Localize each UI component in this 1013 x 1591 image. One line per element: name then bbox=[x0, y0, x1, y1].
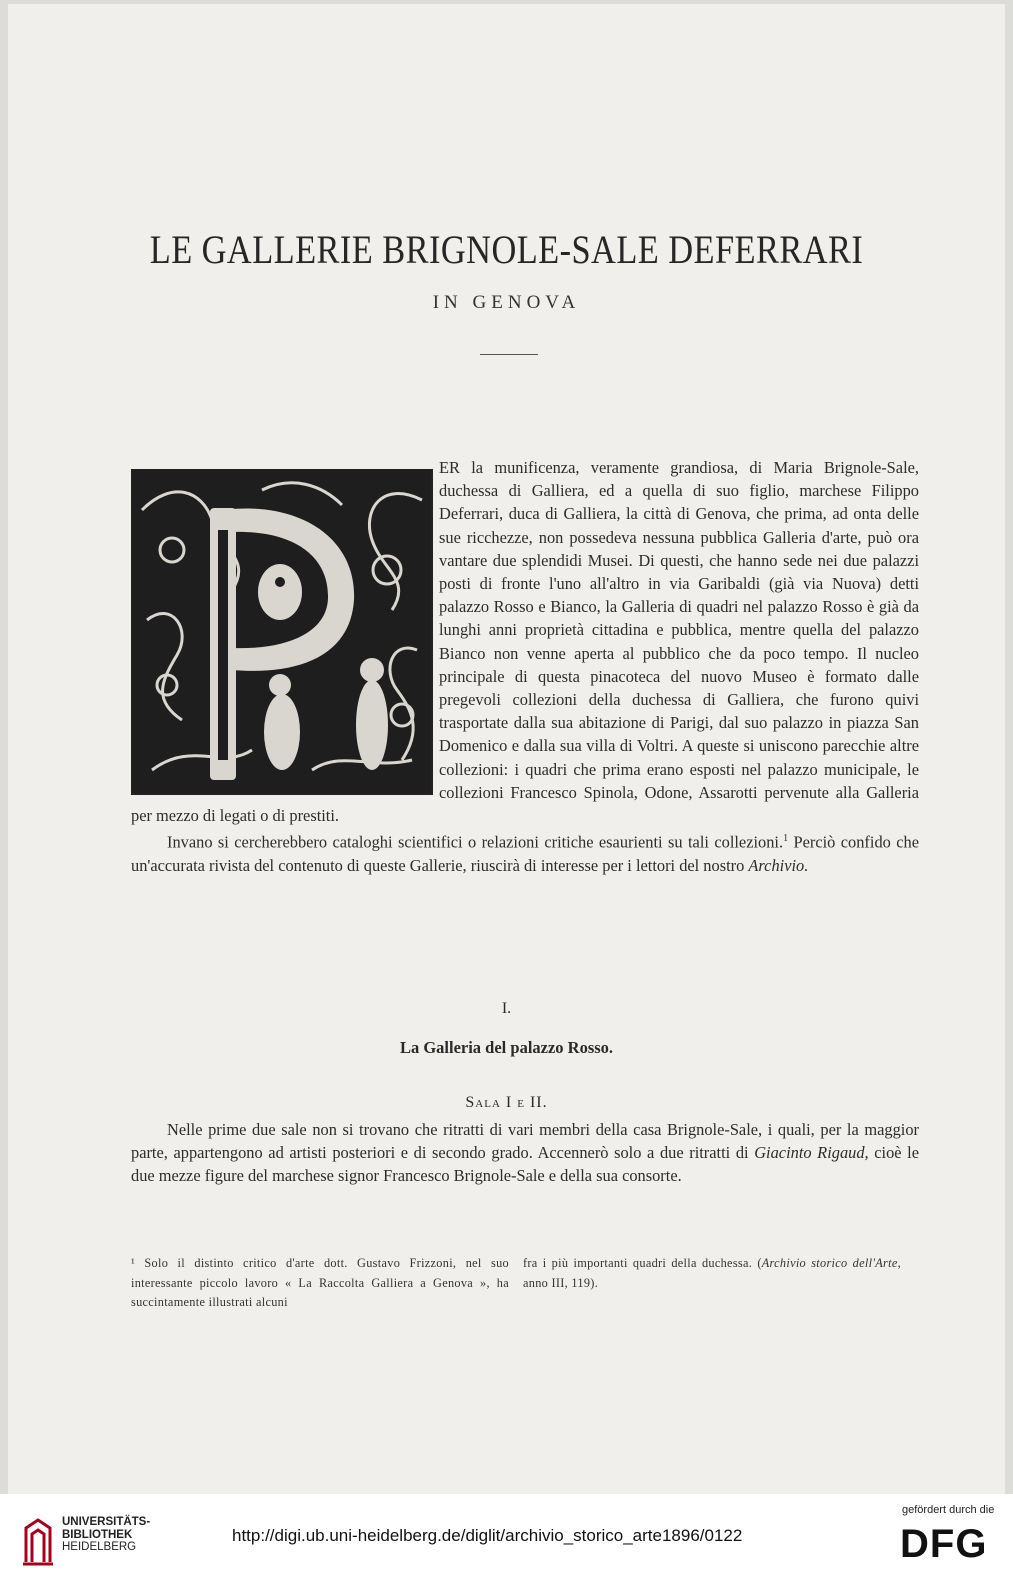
drop-cap-space bbox=[131, 456, 439, 782]
footnote-ref-1: 1 bbox=[783, 833, 789, 845]
lead-er: ER bbox=[439, 458, 460, 477]
article-subtitle: IN GENOVA bbox=[432, 292, 581, 313]
title-rule bbox=[480, 354, 538, 355]
footnote-left-text: ¹ Solo il distinto critico d'arte dott. Gustavo Frizzoni, nel suo interessante piccolo lavoro « La Raccolta Galliera a Genova », ha succintamente illustrati alcuni bbox=[131, 1256, 509, 1309]
sala-text bbox=[131, 1118, 919, 1188]
library-line-3: HEIDELBERG bbox=[62, 1541, 137, 1553]
dfg-logo: DFG bbox=[900, 1522, 988, 1566]
library-line-2: BIBLIOTHEK bbox=[62, 1528, 133, 1541]
section-number: I. bbox=[501, 1000, 512, 1017]
intro-p2 bbox=[131, 827, 919, 877]
intro-p2-a: Invano si cercherebbero cataloghi scientifici o relazioni critiche esaurienti su tali collezioni. bbox=[167, 832, 784, 852]
viewer-footer bbox=[0, 1494, 1013, 1591]
permalink-url[interactable]: http://digi.ub.uni-heidelberg.de/diglit/archivio_storico_arte1896/0122 bbox=[232, 1526, 743, 1545]
intro-paragraph bbox=[131, 456, 919, 877]
library-line-1: UNIVERSITÄTS- bbox=[62, 1516, 151, 1528]
article-title: LE GALLERIE BRIGNOLE-SALE DEFERRARI bbox=[149, 227, 864, 272]
sala-text-a: Nelle prime due sale non si trovano che ritratti di vari membri della casa Brignole-Sale, i quali, per la maggior parte, appartengono ad artisti posteriori e di secondo grado. Accennerò solo a due ritratti di bbox=[131, 1120, 919, 1163]
footnote-right bbox=[523, 1254, 901, 1293]
sala-heading: Sala I e II. bbox=[465, 1094, 548, 1111]
footnote-right-italic: Archivio storico dell'Arte, bbox=[761, 1256, 901, 1270]
sala-text-italic: Giacinto Rigaud, bbox=[754, 1143, 869, 1163]
footnote-left bbox=[131, 1254, 509, 1313]
university-library-logo-icon bbox=[22, 1518, 56, 1570]
library-name bbox=[62, 1516, 150, 1554]
intro-p1: la munificenza, veramente grandiosa, di Maria Brignole-Sale, duchessa di Galliera, ed a quella di suo figlio, marchese Filippo Deferrari, duca di Galliera, la città di Genova, che prima, ad onta delle sue ricchezze, non possedeva nessuna pubblica Galleria d'arte, può ora vantare due splendidi Musei. Di questi, che hanno sede nei due palazzi posti di fronte l'uno all'altro in via Garibaldi (già via Nuova) detti palazzo Rosso e Bianco, la Galleria di quadri nel palazzo Rosso è già da lunghi anni proprietà cittadina e pubblica, mentre quella del palazzo Bianco non venne aperta al pubblico che da poco tempo. Il nucleo principale di questa pinacoteca del nuovo Museo è formato dalle pregevoli collezioni della duchessa di Galliera, che furono quivi trasportate dalla sua abitazione di Parigi, dal suo palazzo in piazza San Domenico e dalla sua villa di Voltri. A queste si uniscono parecchie altre collezioni: i quadri che prima erano esposti nel palazzo municipale, le collezioni Francesco Spinola, Odone, Assarotti pervenute alla Galleria per mezzo di legati o di prestiti. bbox=[131, 458, 919, 826]
funding-note: gefördert durch die bbox=[902, 1504, 995, 1516]
footnote-right-a: fra i più importanti quadri della duchessa. ( bbox=[523, 1256, 762, 1270]
intro-p2-b: Perciò confido che un'accurata rivista del contenuto di queste Gallerie, riuscirà di interesse per i lettori del nostro bbox=[131, 832, 919, 875]
sala-text-b: cioè le due mezze figure del marchese signor Francesco Brignole-Sale e della sua consorte. bbox=[131, 1143, 920, 1186]
sala-paragraph bbox=[131, 1118, 919, 1188]
footnote-right-b: anno III, 119). bbox=[523, 1275, 599, 1290]
section-title: La Galleria del palazzo Rosso. bbox=[399, 1038, 614, 1057]
intro-p2-italic: Archivio. bbox=[748, 855, 809, 875]
